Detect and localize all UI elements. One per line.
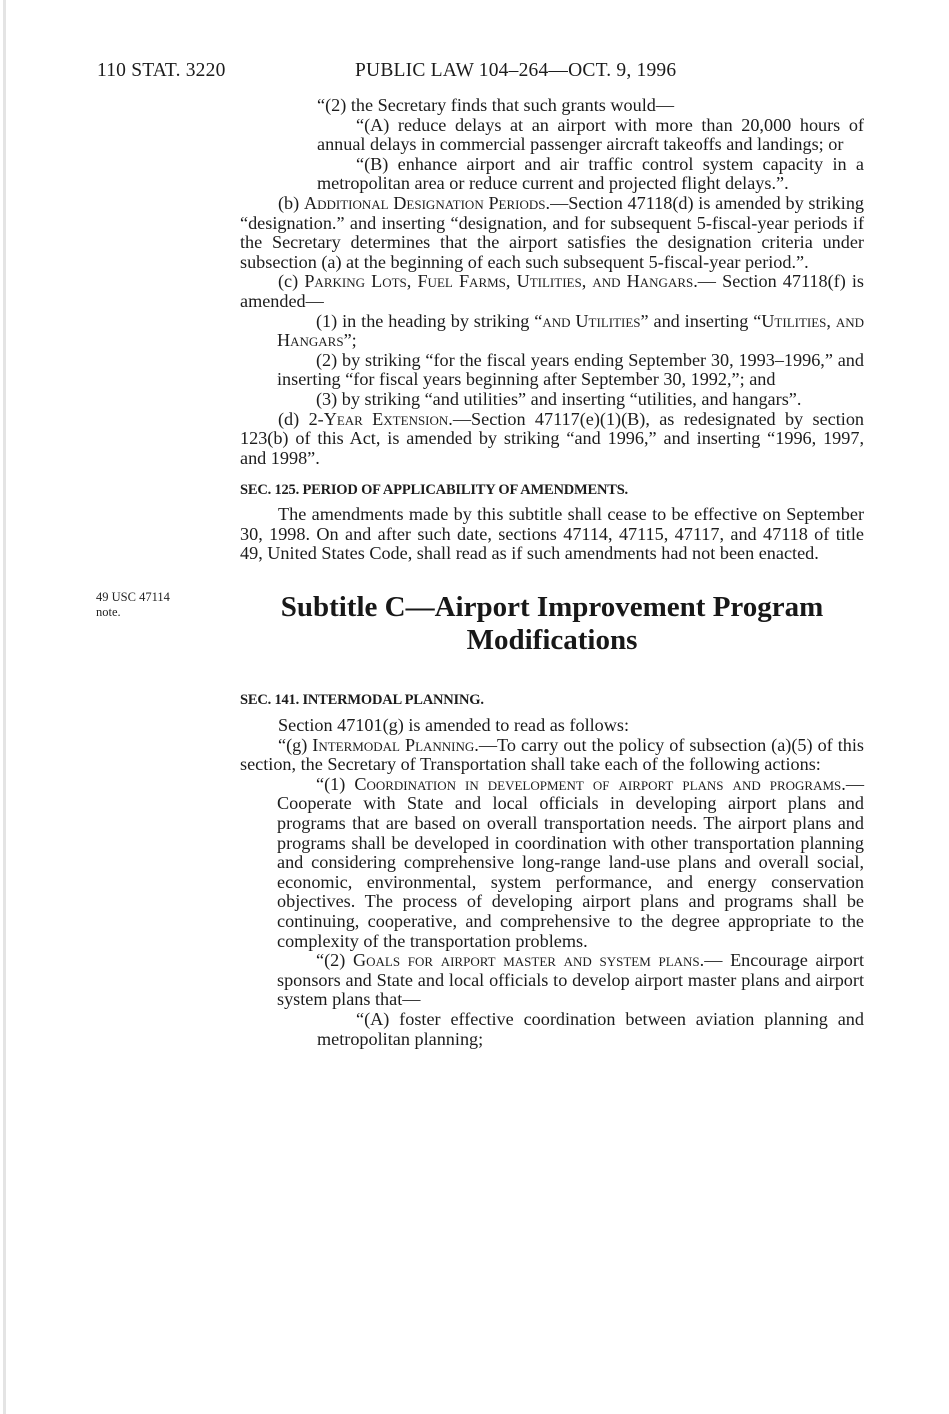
- subsection-g-label: “(g): [278, 734, 308, 755]
- paragraph-g-1-heading: Coordination in development of airport plans and programs.: [354, 773, 846, 794]
- paragraph-g-1: [240, 775, 864, 951]
- subtitle-heading: [240, 591, 864, 657]
- paragraph-c-1-text-end: ”;: [343, 330, 357, 351]
- section-141-intro: Section 47101(g) is amended to read as follows:: [278, 715, 630, 736]
- section-125-text: The amendments made by this subtitle shall cease to be effective on September 30, 1998. On and after such date, sections 47114, 47115, 47117, and 47118 of title 49, United States Code, shall read as if such amendments had not been enacted.: [240, 504, 864, 564]
- subsection-c-label: (c): [278, 271, 299, 292]
- margin-note: [96, 590, 216, 620]
- paragraph-c-1: [240, 312, 864, 351]
- paragraph-g-1-text: —Cooperate with State and local officials in developing airport plans and programs that are based on overall transportation needs. The airport plans and programs shall be developed in coordination with other transportation planning and considering comprehensive long-range land-use plans and overall social, economic, environmental, system performance, and energy conservation objectives. The process of developing airport plans and programs shall be continuing, cooperative, and comprehensive to the degree appropriate to the complexity of the transportation problems.: [277, 773, 865, 951]
- paragraph-g-2-text: — Encourage airport sponsors and State and local officials to develop airport master plans and airport system plans that—: [277, 950, 864, 1010]
- margin-note-label: note.: [96, 605, 121, 619]
- paragraph-g-2: [240, 951, 864, 1010]
- subtitle-heading-line1: Subtitle C—Airport Improvement Program: [280, 591, 824, 624]
- margin-note-citation: 49 USC 47114: [96, 590, 170, 604]
- struck-heading-text: and Utilities: [542, 310, 641, 331]
- subsection-g-heading: Intermodal Planning.: [312, 734, 479, 755]
- subsection-d-text: —Section 47117(e)(1)(B), as redesignated by section 123(b) of this Act, is amended by striking “and 1996,” and inserting “1996, 1997, and 1998”.: [240, 408, 865, 468]
- subtitle-heading-line2: Modifications: [466, 624, 638, 657]
- inserted-heading-text: Utilities, and Hangars: [277, 310, 865, 351]
- clause-2: “(2) the Secretary finds that such grants would—: [317, 95, 675, 115]
- subsection-d-heading: 2-Year Extension.: [308, 408, 453, 429]
- subsection-g: [240, 736, 864, 775]
- subsection-c-heading: Parking Lots, Fuel Farms, Utilities, and Hangars.: [304, 271, 698, 292]
- subsection-b-label: (b): [278, 192, 300, 213]
- paragraph-g-1-label: “(1): [316, 773, 346, 794]
- subsection-g-text: —To carry out the policy of subsection (a)(5) of this section, the Secretary of Transportation shall take each of the following actions:: [240, 734, 865, 775]
- paragraph-g-2-heading: Goals for airport master and system plans.: [352, 950, 705, 971]
- paragraph-g-2-label: “(2): [316, 950, 346, 971]
- clause-2-B: “(B) enhance airport and air traffic control system capacity in a metropolitan area or reduce current and projected flight delays.”.: [317, 153, 864, 194]
- subsection-d-label: (d): [278, 408, 300, 429]
- subsection-b: [240, 194, 864, 272]
- subparagraph-g-2-A: “(A) foster effective coordination between aviation planning and metropolitan planning;: [317, 1008, 864, 1049]
- paragraph-c-3: (3) by striking “and utilities” and inserting “utilities, and hangars”.: [316, 388, 802, 409]
- public-law-reference: PUBLIC LAW 104–264—OCT. 9, 1996: [355, 60, 677, 81]
- paragraph-c-1-text: (1) in the heading by striking “: [316, 310, 543, 331]
- subsection-c-text: — Section 47118(f) is amended—: [240, 271, 864, 311]
- running-head: [97, 60, 757, 84]
- subsection-b-text: —Section 47118(d) is amended by striking “designation.” and inserting “designation, and for subsequent 5-fiscal-year periods if the Secretary determines that the airport satisfies the designation criteria under subsection (a) at the beginning of each such subsequent 5-fiscal-year period.”.: [240, 192, 865, 272]
- section-125-heading: SEC. 125. PERIOD OF APPLICABILITY OF AMENDMENTS.: [240, 482, 628, 499]
- subsection-d: [240, 410, 864, 469]
- subsection-c: [240, 272, 864, 311]
- section-141-heading: SEC. 141. INTERMODAL PLANNING.: [240, 692, 484, 709]
- clause-2-A: “(A) reduce delays at an airport with more than 20,000 hours of annual delays in commercial passenger aircraft takeoffs and landings; or: [317, 114, 864, 155]
- subsection-b-heading: Additional Designation Periods.: [303, 192, 551, 213]
- scan-edge: [3, 0, 6, 1414]
- page-body: [240, 96, 864, 1049]
- paragraph-c-2: (2) by striking “for the fiscal years ending September 30, 1993–1996,” and inserting “for fiscal years beginning after September 30, 1992,”; and: [277, 349, 864, 390]
- statute-reference: 110 STAT. 3220: [97, 60, 226, 81]
- paragraph-c-1-text-mid: ” and inserting “: [640, 310, 762, 331]
